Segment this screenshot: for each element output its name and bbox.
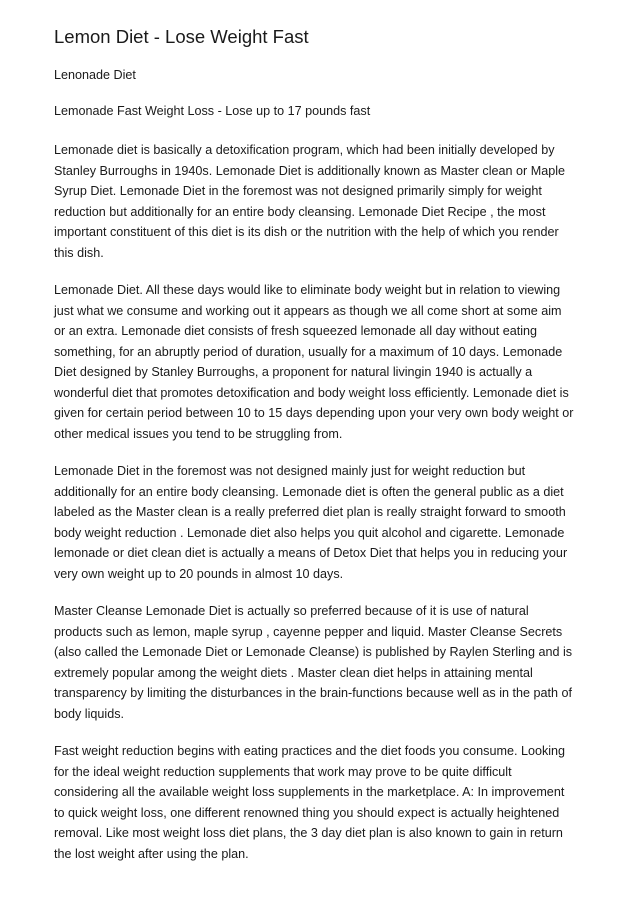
text-line: just what we consume and working out it appears as though we all come short at some aim — [54, 303, 562, 318]
text-line: to quick weight loss, one different renowned thing you should expect is actually heightened — [54, 805, 560, 820]
text-line: Lemonade Diet. All these days would like to eliminate body weight but in relation to viewing — [54, 283, 561, 297]
text-line: removal. Like most weight loss diet plans, the 3 day diet plan is also known to gain in return — [54, 826, 563, 840]
text-line: Lemonade Diet in the foremost was not designed mainly just for weight reduction but — [54, 464, 526, 478]
document-page — [54, 24, 616, 881]
document-subtitle: Lenonade Diet — [54, 68, 136, 82]
text-line: the lost weight after using the plan. — [54, 846, 249, 861]
text-line: Stanley Burroughs in 1940s. Lemonade Diet is additionally known as Master clean or Maple — [54, 163, 566, 178]
text-line: Fast weight reduction begins with eating practices and the diet foods you consume. Looking — [54, 744, 566, 758]
text-line: given for certain period between 10 to 15 days depending upon your very own body weight or — [54, 406, 574, 420]
text-line: something, for an abruptly period of duration, usually for a maximum of 10 days. Lemonade — [54, 344, 563, 359]
text-line: transparency by limiting the disturbances in the brain-functions because well as in the path of — [54, 686, 573, 700]
text-line: body weight reduction . Lemonade diet also helps you quit alcohol and cigarette. Lemonade — [54, 525, 565, 540]
text-line: lemonade or diet clean diet is actually a means of Detox Diet that helps you in reducing your — [54, 546, 568, 560]
text-line: important constituent of this diet is its dish or the nutrition with the help of which you render — [54, 225, 559, 239]
text-line: (also called the Lemonade Diet or Lemonade Cleanse) is published by Raylen Sterling and is — [54, 645, 573, 659]
text-line: reduction but additionally for an entire body cleansing. Lemonade Diet Recipe , the most — [54, 204, 546, 219]
text-line: or an extra. Lemonade diet consists of fresh squeezed lemonade all day without eating — [54, 324, 538, 338]
text-line: extremely popular among the weight diets . Master clean diet helps in attaining mental — [54, 665, 533, 680]
paragraph-1 — [54, 140, 616, 263]
text-line: Diet designed by Stanley Burroughs, a proponent for natural livingin 1940 is actually a — [54, 365, 533, 379]
text-line: wonderful diet that promotes detoxification and body weight loss efficiently. Lemonade diet is — [54, 385, 569, 400]
text-line: Master Cleanse Lemonade Diet is actually so preferred because of it is use of natural — [54, 604, 529, 618]
text-line: body liquids. — [54, 706, 125, 721]
text-line: considering all the available weight loss supplements in the marketplace. A: In improvement — [54, 785, 565, 799]
text-line: additionally for an entire body cleansing. Lemonade diet is often the general public as a diet — [54, 484, 564, 499]
text-line: Syrup Diet. Lemonade Diet in the foremost was not designed primarily simply for weight — [54, 184, 542, 198]
paragraph-5 — [54, 741, 616, 864]
text-line: products such as lemon, maple syrup , cayenne pepper and liquid. Master Cleanse Secrets — [54, 624, 563, 639]
paragraph-3 — [54, 461, 616, 584]
text-line: for the ideal weight reduction supplements that work may prove to be quite difficult — [54, 764, 512, 779]
document-title: Lemon Diet - Lose Weight Fast — [54, 26, 309, 47]
text-line: very own weight up to 20 pounds in almost 10 days. — [54, 566, 344, 581]
document-headline: Lemonade Fast Weight Loss - Lose up to 17 pounds fast — [54, 104, 371, 118]
paragraph-2 — [54, 280, 616, 444]
text-line: Lemonade diet is basically a detoxification program, which had been initially developed by — [54, 143, 555, 157]
text-line: this dish. — [54, 245, 104, 260]
paragraph-4 — [54, 601, 616, 724]
text-line: labeled as the Master clean is a really preferred diet plan is really straight forward to smooth — [54, 505, 566, 519]
text-line: other medical issues you tend to be struggling from. — [54, 426, 343, 441]
